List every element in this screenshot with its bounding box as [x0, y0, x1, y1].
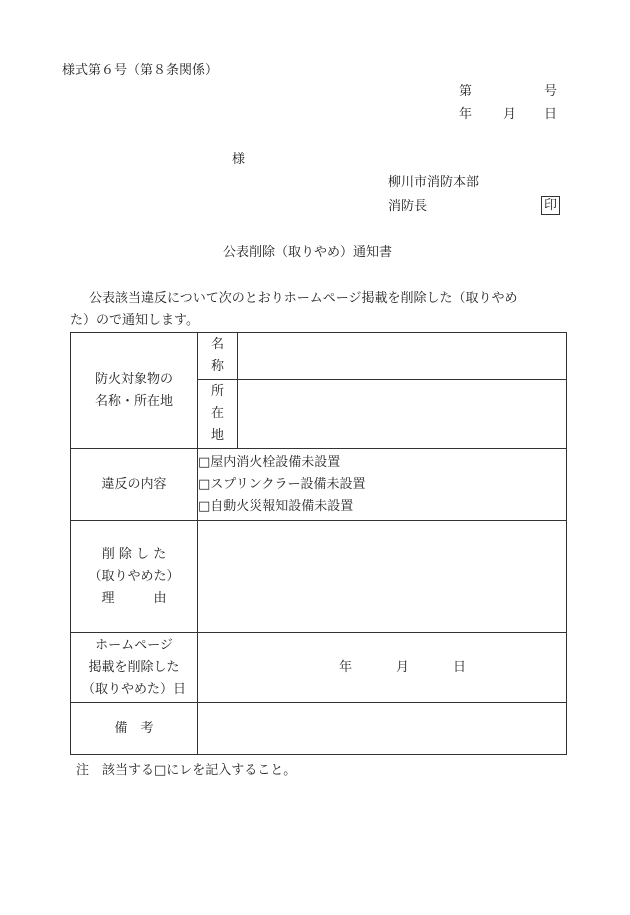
violation-options	[198, 449, 567, 521]
form-number: 様式第６号（第８条関係）	[62, 63, 219, 78]
row-violation-content	[71, 449, 567, 521]
doc-number-prefix: 第	[459, 84, 473, 99]
name-value-field[interactable]	[238, 333, 567, 380]
date-day-unit: 日	[453, 660, 467, 675]
deletion-date-field[interactable]	[198, 633, 567, 703]
checkbox-indoor-hydrant[interactable]: □屋内消火栓設備未設置	[198, 454, 341, 470]
label-reason	[71, 521, 198, 633]
label-deletion-date	[71, 633, 198, 703]
row-reason	[71, 521, 567, 633]
row-deletion-date	[71, 633, 567, 703]
row-target-name	[71, 333, 567, 380]
row-remarks	[71, 703, 567, 755]
addressee-suffix: 様	[232, 152, 246, 167]
body-text-line2: た）ので通知します。	[70, 313, 199, 328]
checkbox-fire-alarm[interactable]: □自動火災報知設備未設置	[198, 498, 354, 514]
label-char: 在	[210, 406, 224, 421]
reason-value-field[interactable]	[198, 521, 567, 633]
remarks-value-field[interactable]	[198, 703, 567, 755]
label-line: 防火対象物の	[94, 371, 173, 387]
notification-form-table	[70, 332, 567, 755]
label-remarks: 備 考	[71, 703, 198, 755]
label-line: 削 除 し た	[101, 546, 167, 562]
document-title: 公表削除（取りやめ）通知書	[223, 245, 393, 260]
label-line: （取りやめた）日	[81, 681, 186, 697]
label-line: 掲載を削除した	[88, 659, 180, 675]
sender-title: 消防長	[388, 199, 428, 214]
label-target-name-address	[71, 333, 198, 449]
date-year-unit: 年	[339, 660, 353, 675]
address-value-field[interactable]	[238, 380, 567, 449]
date-month-label: 月	[503, 107, 517, 122]
label-line: ホームページ	[95, 637, 173, 653]
body-text-line1: 公表該当違反について次のとおりホームページ掲載を削除した（取りやめ	[89, 291, 518, 306]
footnote: 注 該当する□にレを記入すること。	[76, 763, 297, 778]
label-char: 地	[210, 428, 224, 443]
date-day-label: 日	[544, 107, 558, 122]
label-char: 所	[210, 384, 224, 399]
label-name	[198, 333, 238, 380]
checkbox-sprinkler[interactable]: □スプリンクラー設備未設置	[198, 476, 366, 492]
label-address	[198, 380, 238, 449]
doc-number-suffix: 号	[544, 84, 558, 99]
seal-mark	[541, 196, 560, 215]
seal-text: 印	[541, 196, 560, 215]
label-char: 名	[210, 337, 224, 352]
label-line: 名称・所在地	[94, 393, 173, 409]
label-line: 理 由	[101, 590, 167, 606]
label-violation-content: 違反の内容	[71, 449, 198, 521]
label-line: （取りやめた）	[88, 568, 180, 584]
date-month-unit: 月	[396, 660, 410, 675]
label-char: 称	[210, 359, 224, 374]
date-year-label: 年	[459, 107, 473, 122]
sender-organization: 柳川市消防本部	[388, 175, 480, 190]
